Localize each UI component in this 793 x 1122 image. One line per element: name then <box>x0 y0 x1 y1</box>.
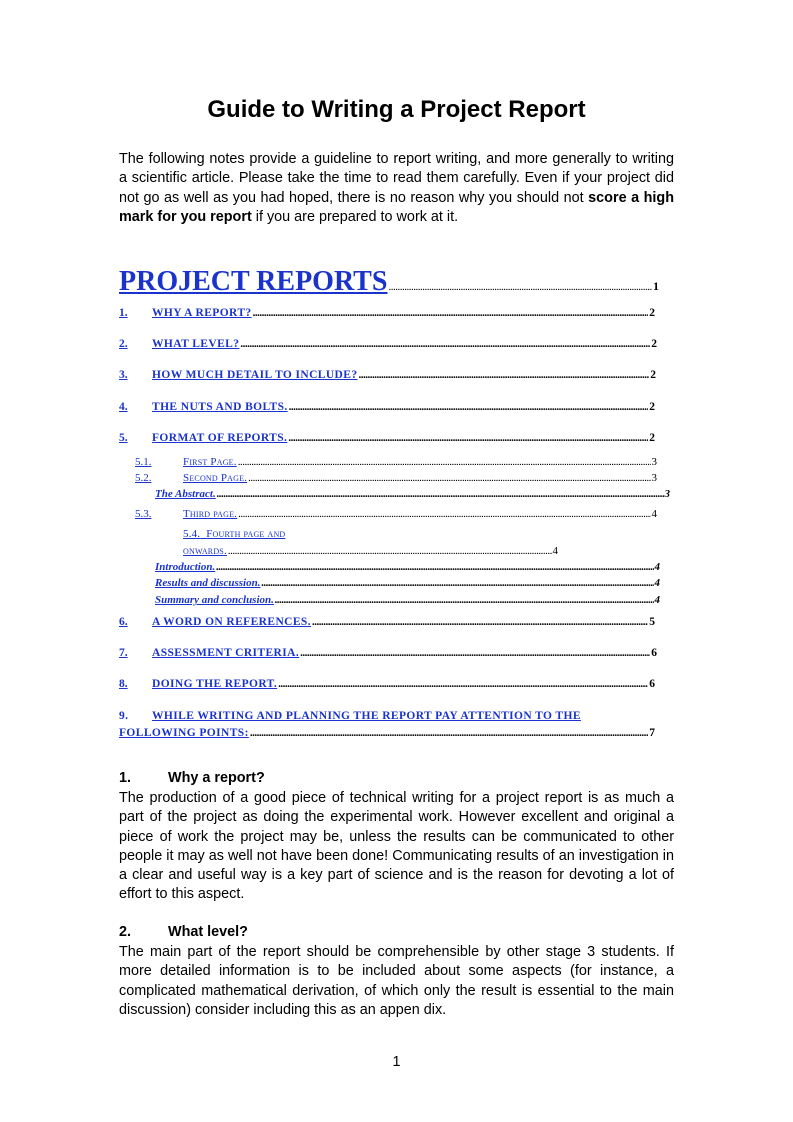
toc-leader <box>275 594 654 606</box>
section-body-what-level: The main part of the report should be comprehensible by other stage 3 students. If more detailed information is to be included about some aspects (for instance, a complicated mathematical derivation, of which only the result is essential to the main discussion) consider including this as an appen dix. <box>119 944 674 1018</box>
toc-entry-number: 8. <box>119 678 128 690</box>
toc-leader <box>217 488 664 500</box>
toc-leader <box>238 456 651 468</box>
toc-page-number: 2 <box>650 369 656 381</box>
toc-entry-text-line1[interactable]: WHILE WRITING AND PLANNING THE REPORT PAY ATTENTION TO THE <box>152 710 581 722</box>
toc-entry-number: 5. <box>119 432 128 444</box>
toc-entry-fourth-page-cont[interactable] <box>183 545 558 557</box>
toc-page-number: 2 <box>649 307 655 319</box>
toc-leader <box>261 577 653 589</box>
page-number: 1 <box>392 1054 401 1070</box>
toc-entry-text[interactable]: ASSESSMENT CRITERIA. <box>152 647 300 659</box>
toc-page-number: 4 <box>552 545 558 557</box>
toc-entry-text[interactable]: Second Page. <box>183 472 248 484</box>
toc-page-number: 4 <box>651 508 657 520</box>
toc-page-number: 4 <box>654 594 660 606</box>
toc-entry-number: 1. <box>119 307 128 319</box>
toc-entry-text-line2[interactable]: FOLLOWING POINTS: <box>119 727 249 739</box>
toc-leader <box>300 647 650 659</box>
toc-entry-number: 5.1. <box>135 456 152 468</box>
toc-entry-text[interactable]: The Abstract. <box>155 488 216 500</box>
toc-entry-text[interactable]: THE NUTS AND BOLTS. <box>152 401 288 413</box>
toc-entry-number: 7. <box>119 647 128 659</box>
toc-entry-text[interactable]: Summary and conclusion. <box>155 594 274 606</box>
toc-entry-number: 5.4. <box>183 528 201 540</box>
section-body-why-a-report: The production of a good piece of technical writing for a project report is as much a part of the project as doing the experimental work. However excellent and original a piece of work the project may be, unless the results can be communicated to other people it may as well not have been done! Communicating results of an investigation in a clear and useful way is a key part of science and is the reason for devoting a lot of effort to this aspect. <box>119 790 674 903</box>
toc-entry-text-line2[interactable]: onwards. <box>183 545 227 557</box>
intro-bold-text: score a high mark for you report <box>119 189 674 225</box>
toc-leader <box>216 561 653 573</box>
section-number: 2. <box>119 924 132 940</box>
toc-entry-what-level[interactable] <box>119 338 657 350</box>
document-title: Guide to Writing a Project Report <box>207 96 586 123</box>
toc-page-number: 4 <box>654 561 660 573</box>
toc-page-number: 3 <box>651 456 657 468</box>
toc-entry-fourth-page[interactable] <box>183 528 383 540</box>
toc-entry-doing-the-report[interactable] <box>119 678 655 690</box>
toc-entry-text[interactable]: FORMAT OF REPORTS. <box>152 432 288 444</box>
toc-entry-number: 5.2. <box>135 472 152 484</box>
toc-entry-why-a-report[interactable] <box>119 307 655 319</box>
intro-text-2: if you are prepared to work at it. <box>251 208 459 225</box>
toc-entry-number: 9. <box>119 710 129 722</box>
toc-entry-text[interactable]: HOW MUCH DETAIL TO INCLUDE? <box>152 369 358 381</box>
toc-entry-text[interactable]: Results and discussion. <box>155 577 261 589</box>
section-heading-what-level <box>119 924 248 940</box>
toc-entry-text[interactable]: A WORD ON REFERENCES. <box>152 616 311 628</box>
toc-entry-text[interactable]: DOING THE REPORT. <box>152 678 278 690</box>
toc-entry-format-of-reports[interactable] <box>119 432 655 444</box>
toc-page-number: 6 <box>651 647 657 659</box>
toc-leader <box>238 508 650 520</box>
toc-entry-results-discussion[interactable] <box>155 577 660 589</box>
toc-entry-while-writing[interactable] <box>119 710 659 722</box>
toc-entry-text[interactable]: Third page. <box>183 508 238 520</box>
toc-leader <box>312 616 648 628</box>
toc-page-number: 5 <box>649 616 655 628</box>
toc-entry-text[interactable]: WHAT LEVEL? <box>152 338 240 350</box>
toc-leader <box>288 432 648 444</box>
toc-page-number: 3 <box>651 472 657 484</box>
toc-entry-number: 3. <box>119 369 128 381</box>
toc-leader <box>228 545 552 557</box>
toc-leader <box>359 369 650 381</box>
toc-leader <box>240 338 650 350</box>
intro-text-1: The following notes provide a guideline to report writing, and more generally to writing a scientific article. Please take the time to read them carefully. Even if your project did not go as well as you had hoped, there is no reason why you should not <box>119 151 674 206</box>
toc-entry-first-page[interactable] <box>135 456 657 468</box>
toc-entry-introduction[interactable] <box>155 561 660 573</box>
toc-entry-third-page[interactable] <box>135 508 657 520</box>
toc-entry-assessment-criteria[interactable] <box>119 647 657 659</box>
toc-leader <box>278 678 648 690</box>
toc-entry-abstract[interactable] <box>155 488 670 500</box>
toc-leader <box>388 281 652 293</box>
toc-entry-number: 4. <box>119 401 128 413</box>
toc-entry-number: 6. <box>119 616 128 628</box>
toc-entry-number: 2. <box>119 338 128 350</box>
toc-entry-references[interactable] <box>119 616 655 628</box>
toc-page-number: 2 <box>649 401 655 413</box>
toc-leader <box>248 472 650 484</box>
toc-entry-text[interactable] <box>183 528 285 540</box>
section-title: What level? <box>168 924 248 940</box>
toc-page-number: 6 <box>649 678 655 690</box>
section-number: 1. <box>119 770 132 786</box>
section-title: Why a report? <box>168 770 265 786</box>
toc-leader <box>253 307 649 319</box>
toc-entry-text[interactable]: WHY A REPORT? <box>152 307 252 319</box>
toc-entry-how-much-detail[interactable] <box>119 369 656 381</box>
toc-entry-text-line1[interactable]: Fourth page and <box>206 528 286 540</box>
toc-heading[interactable] <box>119 266 659 298</box>
toc-entry-number: 5.3. <box>135 508 152 520</box>
toc-leader <box>289 401 649 413</box>
toc-page-number: 2 <box>649 432 655 444</box>
toc-entry-summary-conclusion[interactable] <box>155 594 660 606</box>
toc-page-number: 4 <box>654 577 660 589</box>
section-heading-why-a-report <box>119 770 265 786</box>
toc-page-number: 1 <box>653 279 659 293</box>
toc-heading-link[interactable]: PROJECT REPORTS <box>119 266 388 297</box>
intro-paragraph <box>119 150 674 227</box>
toc-entry-text[interactable]: Introduction. <box>155 561 216 573</box>
toc-page-number: 7 <box>649 727 655 739</box>
toc-entry-text[interactable]: First Page. <box>183 456 237 468</box>
toc-entry-second-page[interactable] <box>135 472 657 484</box>
toc-page-number: 3 <box>664 488 670 500</box>
toc-leader <box>250 727 648 739</box>
toc-entry-nuts-and-bolts[interactable] <box>119 401 655 413</box>
toc-page-number: 2 <box>651 338 657 350</box>
toc-entry-while-writing-cont[interactable] <box>119 727 655 739</box>
